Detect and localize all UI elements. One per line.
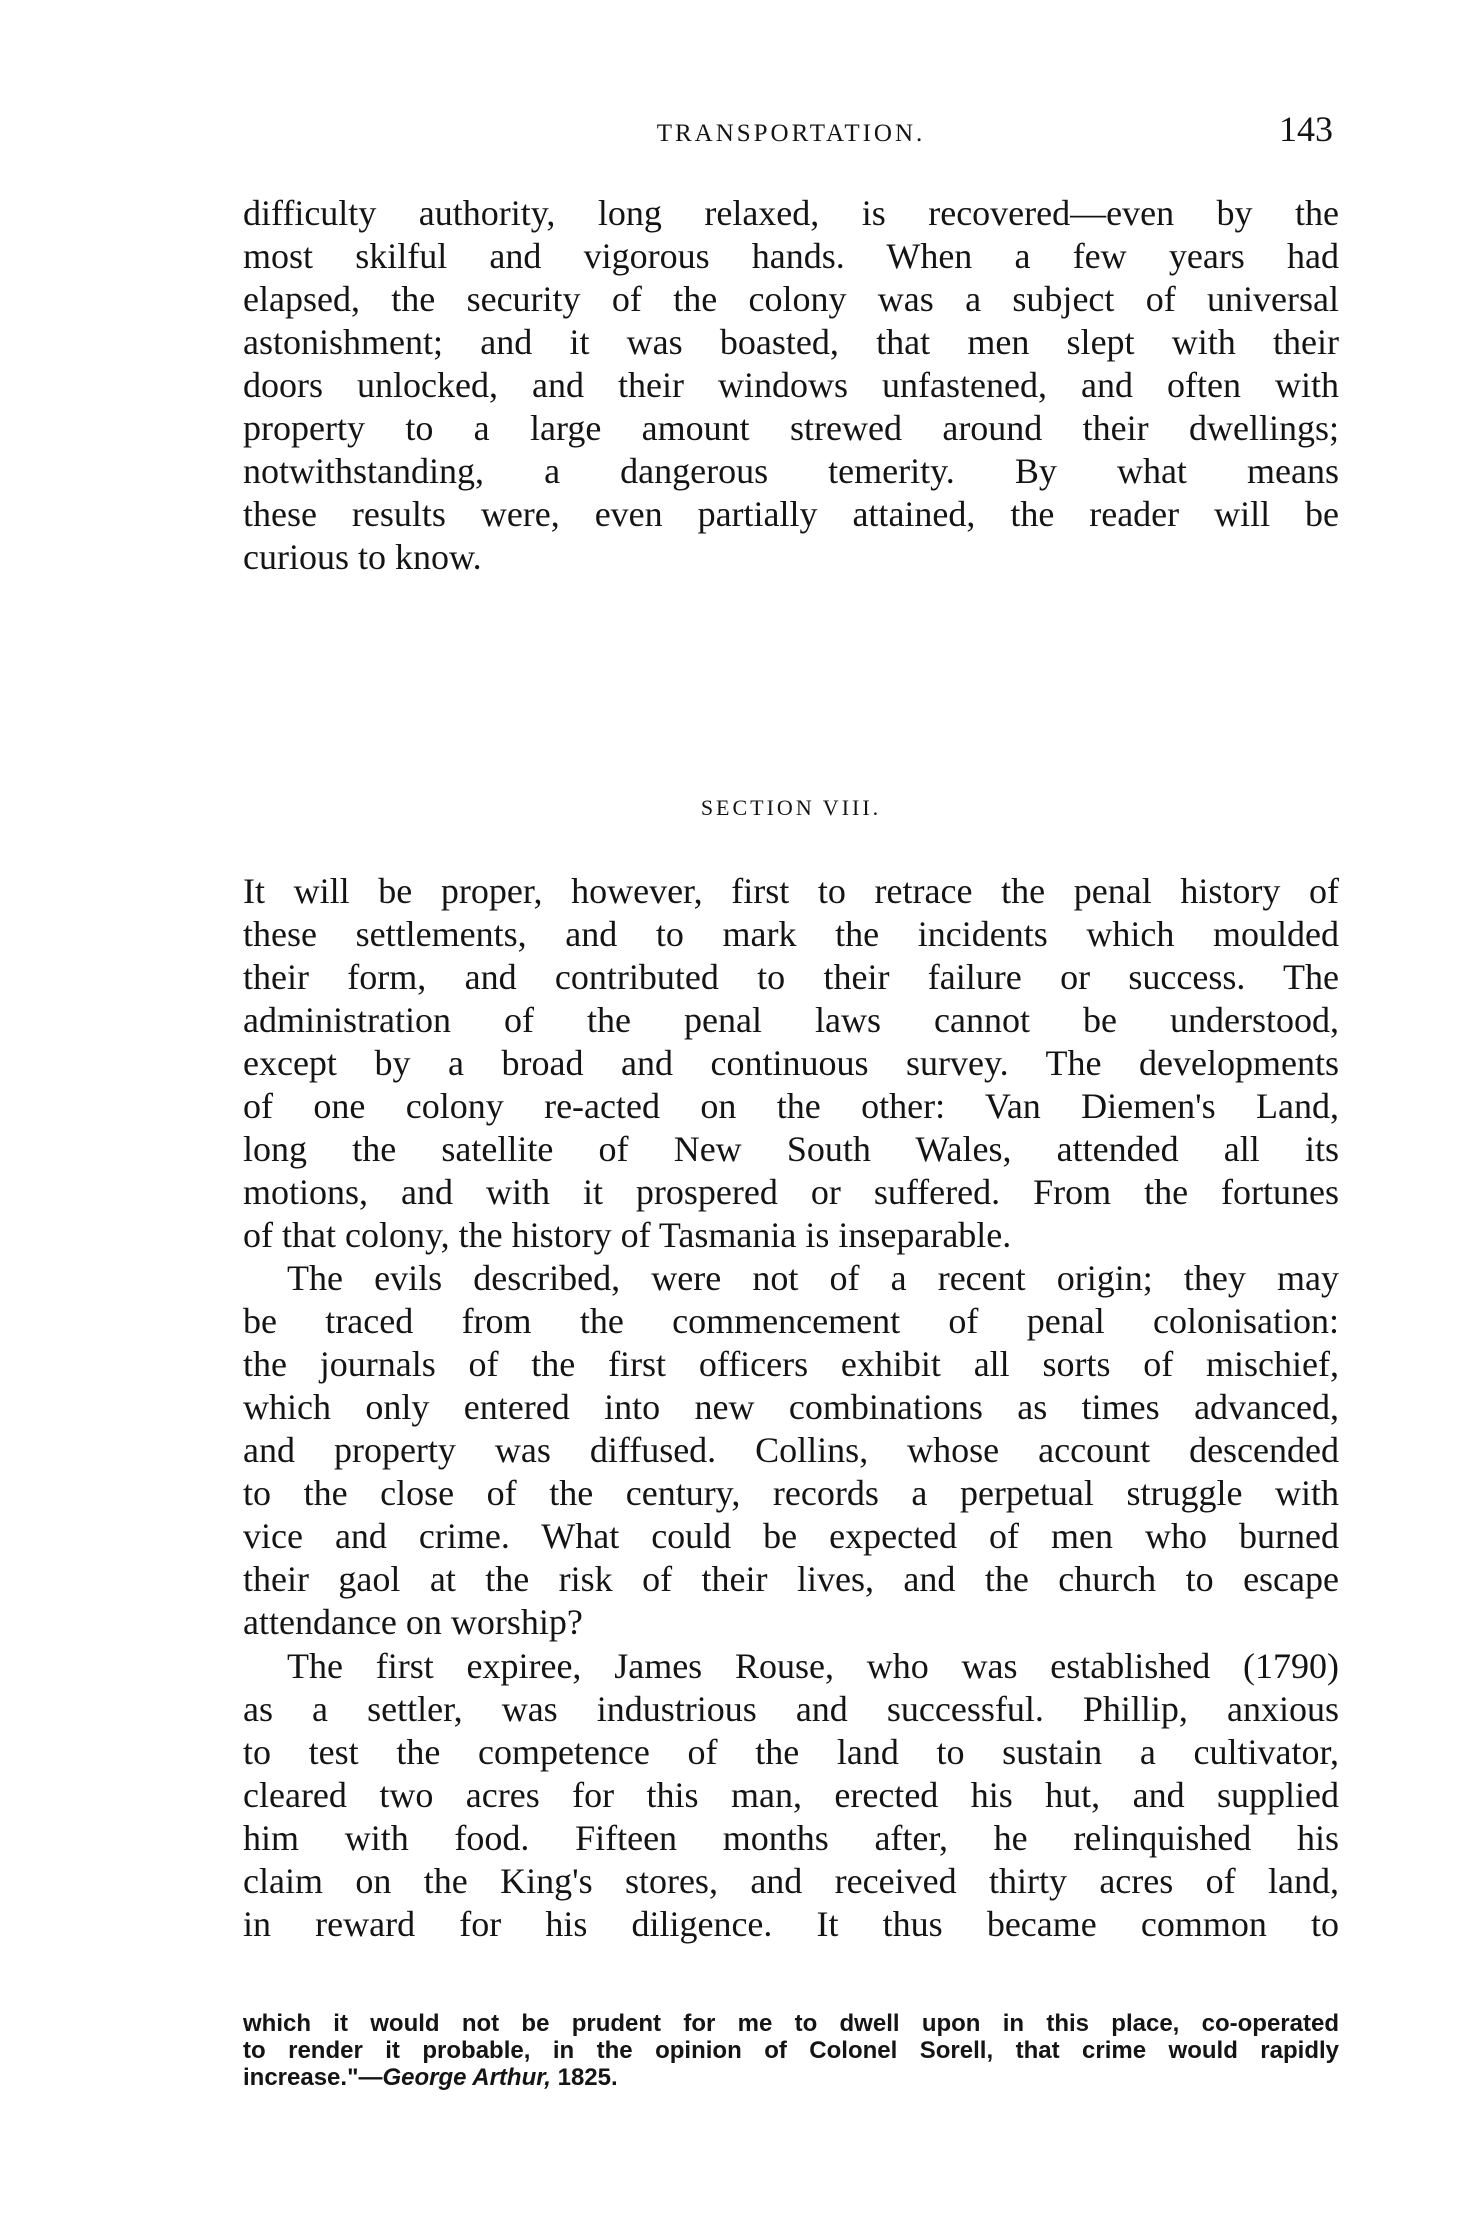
- paragraph-3: [243, 1257, 1339, 1644]
- text-line: except by a broad and continuous survey. The developments: [243, 1043, 1339, 1083]
- text-line: him with food. Fifteen months after, he relinquished his: [243, 1818, 1339, 1858]
- text-line: cleared two acres for this man, erected his hut, and supplied: [243, 1775, 1339, 1815]
- text-line: administration of the penal laws cannot be understood,: [243, 1000, 1339, 1040]
- text-line: which only entered into new combinations as times advanced,: [243, 1387, 1339, 1427]
- footnote-year: 1825.: [550, 2064, 618, 2091]
- text-line: curious to know.: [243, 537, 482, 577]
- text-line: vice and crime. What could be expected of men who burned: [243, 1516, 1339, 1556]
- paragraph-1: [243, 192, 1339, 579]
- text-line: notwithstanding, a dangerous temerity. By what means: [243, 451, 1339, 491]
- paragraph-2: [243, 870, 1339, 1257]
- text-line: to the close of the century, records a perpetual struggle with: [243, 1473, 1339, 1513]
- text-line: The first expiree, James Rouse, who was established (1790): [287, 1646, 1339, 1686]
- text-line: be traced from the commencement of penal colonisation:: [243, 1301, 1339, 1341]
- text-line: astonishment; and it was boasted, that men slept with their: [243, 322, 1339, 362]
- text-line: to test the competence of the land to sustain a cultivator,: [243, 1732, 1339, 1772]
- text-line: their form, and contributed to their failure or success. The: [243, 957, 1339, 997]
- section-heading: SECTION VIII.: [700, 795, 882, 820]
- footnote-attribution: George Arthur,: [382, 2064, 551, 2091]
- running-title: TRANSPORTATION.: [656, 120, 926, 147]
- text-line: elapsed, the security of the colony was a subject of universal: [243, 279, 1339, 319]
- text-line: these results were, even partially attained, the reader will be: [243, 494, 1339, 534]
- text-line: their gaol at the risk of their lives, and the church to escape: [243, 1559, 1339, 1599]
- text-line: as a settler, was industrious and successful. Phillip, anxious: [243, 1689, 1339, 1729]
- text-line: property to a large amount strewed around their dwellings;: [243, 408, 1339, 448]
- text-line: attendance on worship?: [243, 1602, 583, 1642]
- running-head: [243, 108, 1339, 152]
- text-line: and property was diffused. Collins, whose account descended: [243, 1430, 1339, 1470]
- footnote-line: to render it probable, in the opinion of Colonel Sorell, that crime would rapidly: [243, 2037, 1339, 2064]
- text-line: in reward for his diligence. It thus became common to: [243, 1904, 1339, 1944]
- text-line: It will be proper, however, first to retrace the penal history of: [243, 871, 1339, 911]
- text-line: claim on the King's stores, and received thirty acres of land,: [243, 1861, 1339, 1901]
- footnote: [243, 2010, 1339, 2091]
- footnote-line-last: [243, 2064, 1339, 2091]
- text-line: of that colony, the history of Tasmania is inseparable.: [243, 1215, 1012, 1255]
- footnote-line: which it would not be prudent for me to dwell upon in this place, co-operated: [243, 2010, 1339, 2037]
- text-line: most skilful and vigorous hands. When a few years had: [243, 236, 1339, 276]
- text-line: these settlements, and to mark the incidents which moulded: [243, 914, 1339, 954]
- text-line: long the satellite of New South Wales, attended all its: [243, 1129, 1339, 1169]
- text-line: of one colony re-acted on the other: Van Diemen's Land,: [243, 1086, 1339, 1126]
- footnote-text: increase."—: [243, 2064, 383, 2091]
- text-line: difficulty authority, long relaxed, is recovered—even by the: [243, 193, 1339, 233]
- paragraph-4: [243, 1645, 1339, 1946]
- text-line: doors unlocked, and their windows unfastened, and often with: [243, 365, 1339, 405]
- text-line: The evils described, were not of a recent origin; they may: [287, 1258, 1339, 1298]
- text-line: the journals of the first officers exhibit all sorts of mischief,: [243, 1344, 1339, 1384]
- text-line: motions, and with it prospered or suffered. From the fortunes: [243, 1172, 1339, 1212]
- page-number: 143: [1279, 109, 1333, 149]
